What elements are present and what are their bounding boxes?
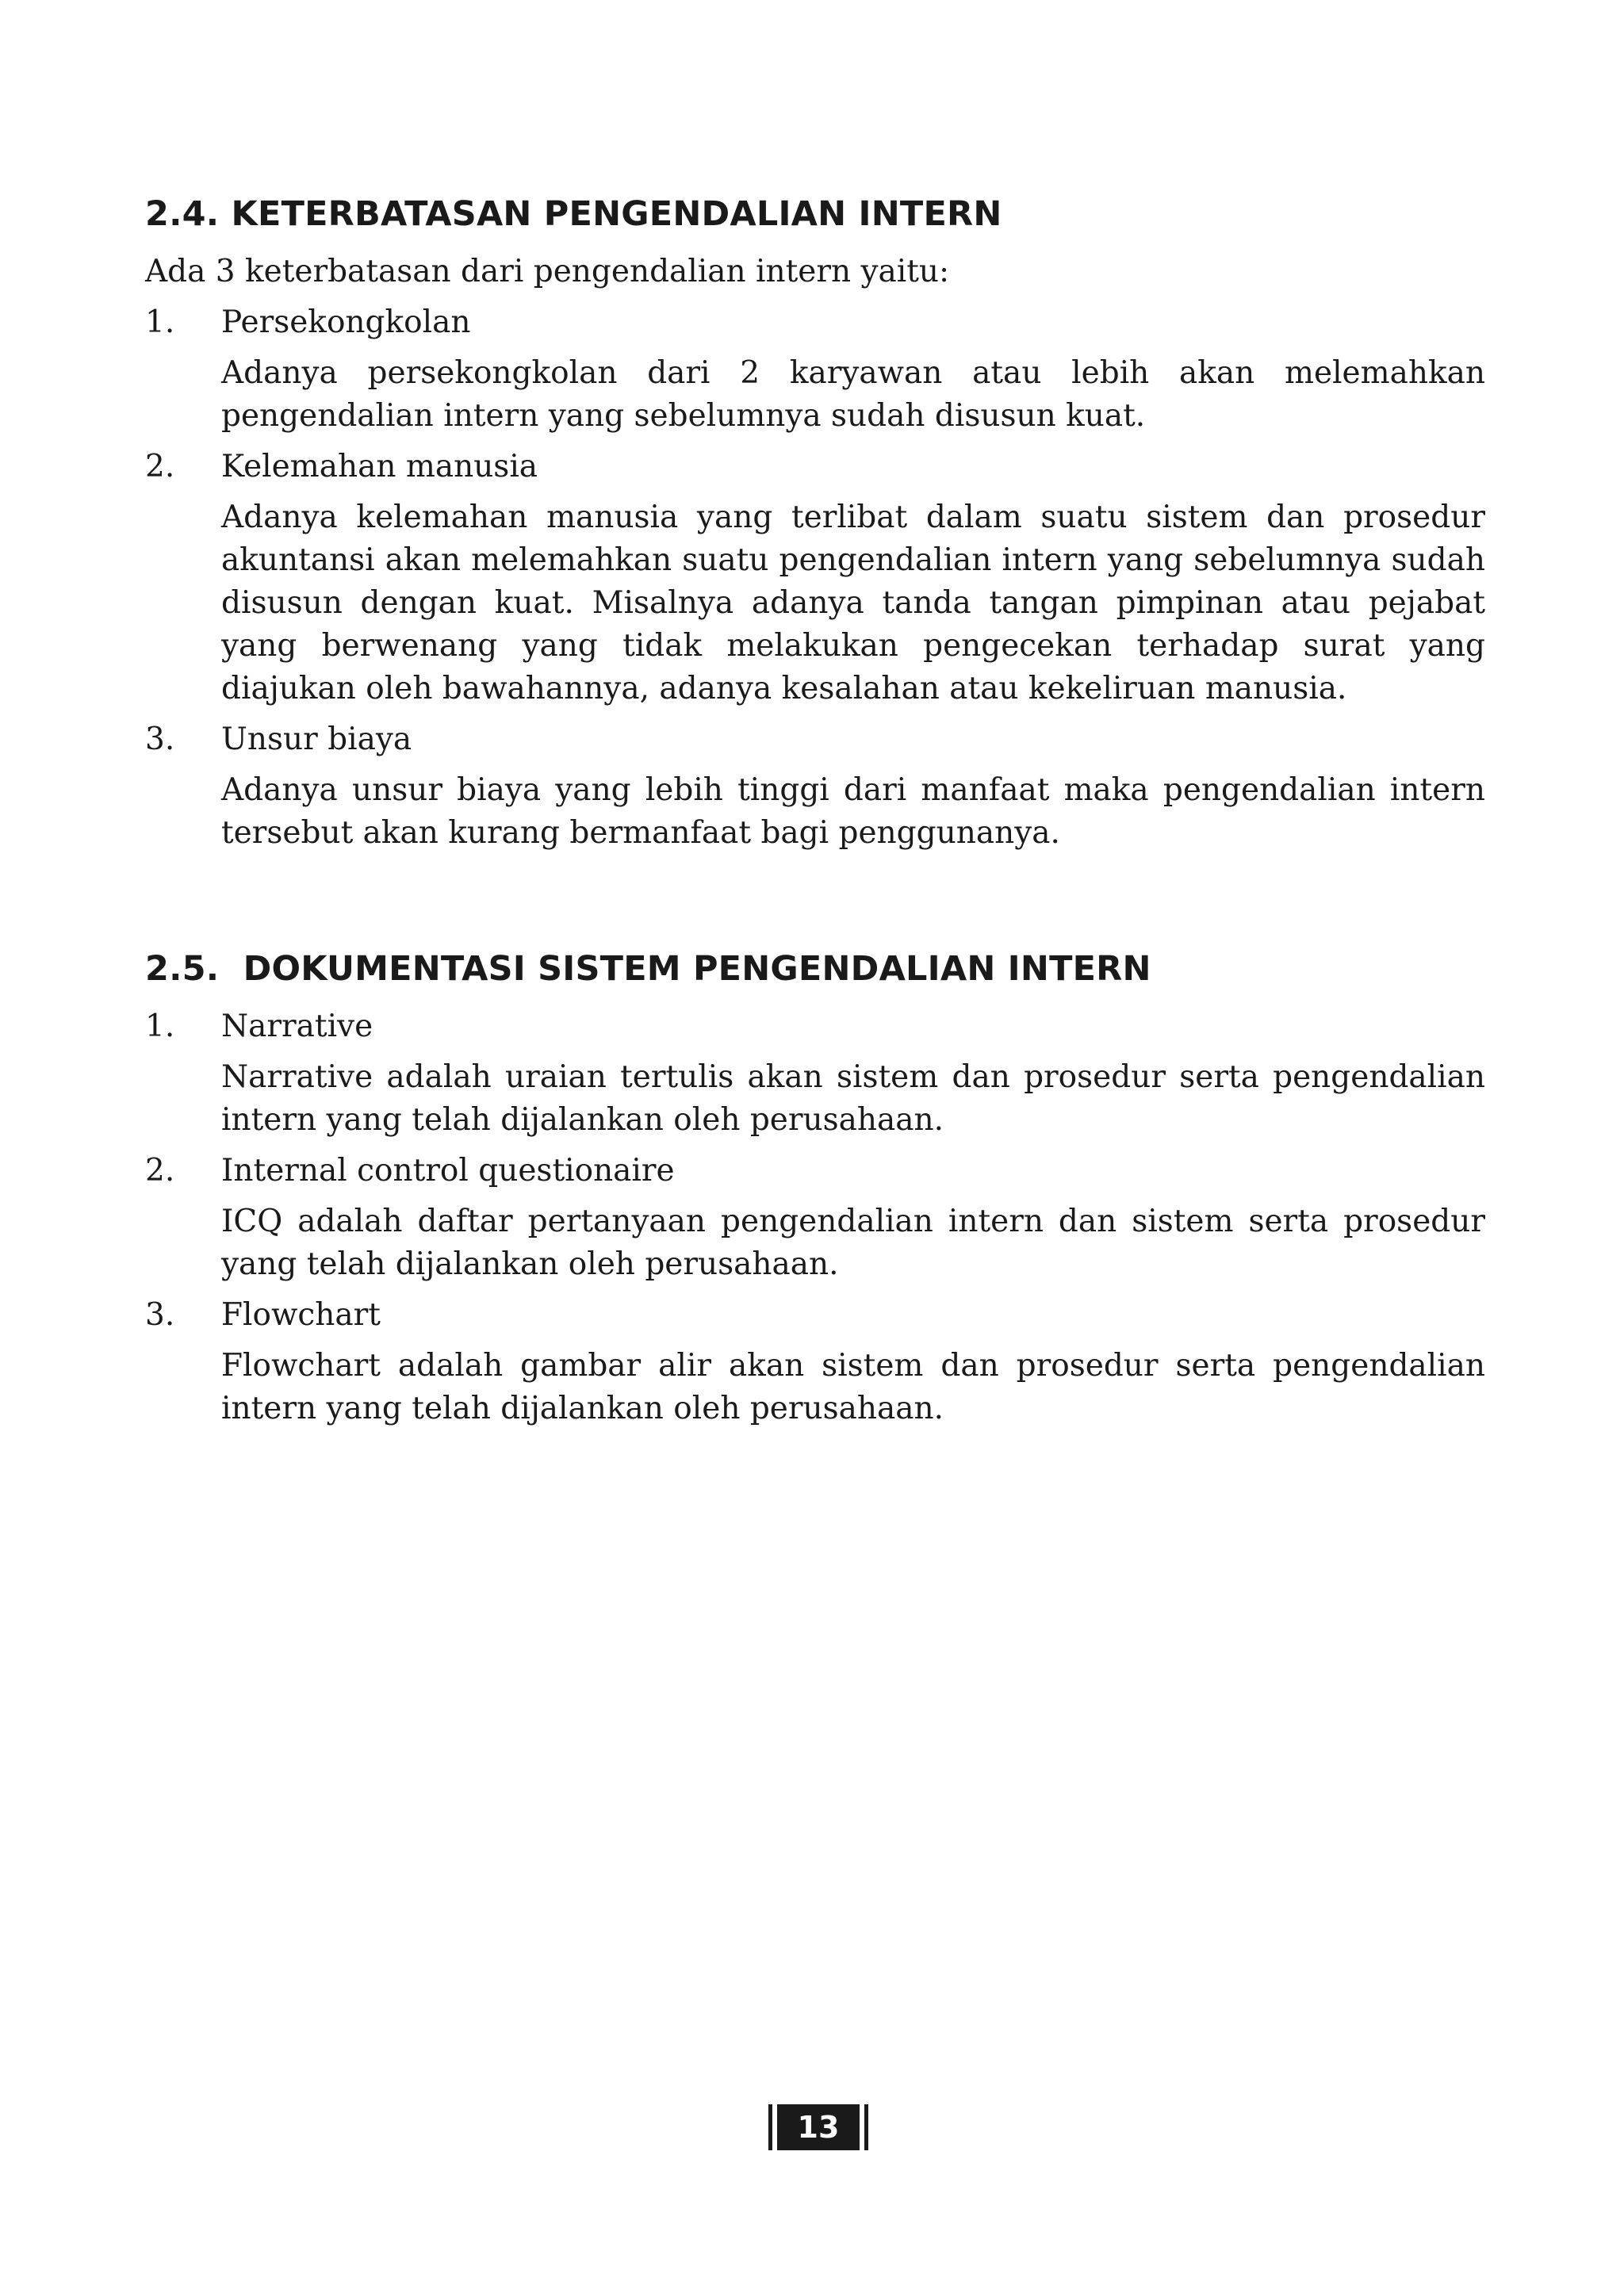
item-number: 3. — [145, 722, 175, 757]
item-description: Adanya persekongkolan dari 2 karyawan atau lebih akan melemahkan pengendalian intern yang sebelumnya sudah disusun kuat. — [221, 355, 1485, 434]
item-title: Internal control questionaire — [221, 1153, 675, 1189]
item-title: Flowchart — [221, 1297, 381, 1333]
list-item — [145, 718, 1485, 855]
page-number-label: 13 — [777, 2104, 860, 2150]
item-description: ICQ adalah daftar pertanyaan pengendalian intern dan sistem serta prosedur yang telah dijalankan oleh perusahaan. — [221, 1204, 1485, 1282]
section-heading: 2.4. KETERBATASAN PENGENDALIAN INTERN — [145, 194, 1002, 234]
documentation-list — [145, 1005, 1485, 1430]
item-number: 2. — [145, 1153, 175, 1189]
page-number — [767, 2104, 870, 2150]
item-description: Adanya kelemahan manusia yang terlibat dalam suatu sistem dan prosedur akuntansi akan melemahkan suatu pengendalian intern yang sebelumnya sudah disusun dengan kuat. Misalnya adanya tanda tangan pimpinan atau pejabat yang berwenang yang tidak melakukan pengecekan terhadap surat yang diajukan oleh bawahannya, adanya kesalahan atau kekeliruan manusia. — [221, 500, 1485, 706]
list-item — [145, 446, 1485, 710]
item-description: Adanya unsur biaya yang lebih tinggi dari manfaat maka pengendalian intern tersebut akan kurang bermanfaat bagi penggunanya. — [221, 772, 1485, 851]
list-item — [145, 1150, 1485, 1286]
list-item — [145, 1005, 1485, 1142]
section-heading: 2.5. DOKUMENTASI SISTEM PENGENDALIAN INTERN — [145, 949, 1151, 989]
item-number: 1. — [145, 304, 175, 340]
list-item — [145, 301, 1485, 438]
item-description: Flowchart adalah gambar alir akan sistem dan prosedur serta pengendalian intern yang telah dijalankan oleh perusahaan. — [221, 1348, 1485, 1426]
item-title: Persekongkolan — [221, 304, 471, 340]
item-title: Narrative — [221, 1009, 373, 1044]
item-title: Unsur biaya — [221, 722, 412, 757]
item-number: 2. — [145, 449, 175, 484]
item-number: 1. — [145, 1009, 175, 1044]
page-number-right-bar — [864, 2104, 868, 2150]
section-2-5 — [145, 945, 1485, 1438]
section-intro: Ada 3 keterbatasan dari pengendalian intern yaitu: — [145, 254, 950, 289]
item-number: 3. — [145, 1297, 175, 1333]
list-item — [145, 1294, 1485, 1430]
page-number-left-bar — [768, 2104, 772, 2150]
limitations-list — [145, 301, 1485, 855]
section-2-4 — [145, 190, 1485, 863]
item-title: Kelemahan manusia — [221, 449, 538, 484]
item-description: Narrative adalah uraian tertulis akan sistem dan prosedur serta pengendalian intern yang telah dijalankan oleh perusahaan. — [221, 1059, 1485, 1138]
